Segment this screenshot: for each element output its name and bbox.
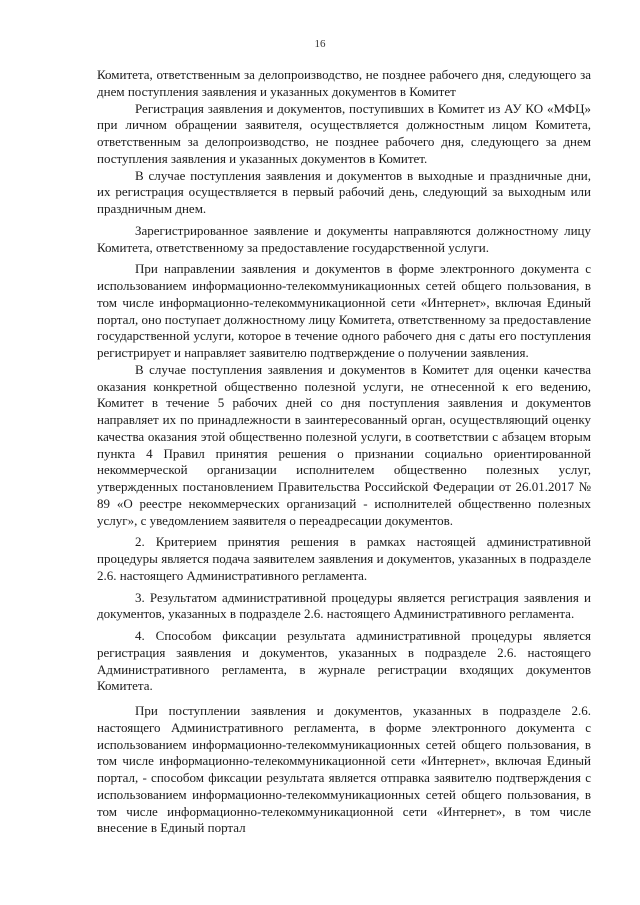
page-number: 16 — [314, 38, 326, 50]
paragraph-procedure-result: 3. Результатом административной процедуры является регистрация заявления и документов, указанных в подразделе 2.6. настоящего Административного регламента. — [97, 589, 591, 622]
document-body — [97, 67, 591, 837]
paragraph-result-fixation: 4. Способом фиксации результата административной процедуры является регистрация заявления и документов, указанных в подразделе 2.6. настоящего Административного регламента, в журнале регистрации входящих документов Комитета. — [97, 628, 591, 694]
paragraph-decision-criterion: 2. Критерием принятия решения в рамках настоящей административной процедуры является подача заявителем заявления и документов, указанных в подразделе 2.6. настоящего Административного регламента. — [97, 534, 591, 583]
paragraph-electronic-fixation: При поступлении заявления и документов, указанных в подразделе 2.6. настоящего Административного регламента, в форме электронного документа с использованием информационно-телекоммуникационных сетей общего пользования, в том числе информационно-телекоммуникационной сети «Интернет», включая Единый портал, - способом фиксации результата является отправка заявителю подтверждения с использованием информационно-телекоммуникационных сетей общего пользования, в том числе информационно-телекоммуникационной сети «Интернет», в том числе внесение в Единый портал — [97, 703, 591, 836]
paragraph-mfc-registration: Регистрация заявления и документов, поступивших в Комитет из АУ КО «МФЦ» при личном обращении заявителя, осуществляется должностным лицом Комитета, ответственным за делопроизводство, не позднее рабочего дня, следующего за днем поступления заявления и указанных документов в Комитет. — [97, 100, 591, 166]
paragraph-electronic-submission: При направлении заявления и документов в форме электронного документа с использованием информационно-телекоммуникационных сетей общего пользования, в том числе информационно-телекоммуникационной сети «Интернет», включая Единый портал, оно поступает должностному лицу Комитета, ответственному за предоставление государственной услуги, которое в течение одного рабочего дня с даты его поступления регистрирует и направляет заявителю подтверждение о получении заявления. — [97, 261, 591, 360]
paragraph-continuation: Комитета, ответственным за делопроизводство, не позднее рабочего дня, следующего за днем поступления заявления и указанных документов в Комитет — [97, 67, 591, 99]
paragraph-holiday-registration: В случае поступления заявления и документов в выходные и праздничные дни, их регистрация осуществляется в первый рабочий день, следующий за выходным или праздничным днем. — [97, 167, 591, 216]
paragraph-redirection: В случае поступления заявления и документов в Комитет для оценки качества оказания конкретной общественно полезной услуги, не отнесенной к его ведению, Комитет в течение 5 рабочих дней со дня поступления заявления и документов направляет их по принадлежности в заинтересованный орган, осуществляющий оценку качества оказания этой общественно полезной услуги, в соответствии с абзацем вторым пункта 4 Правил принятия решения о признании социально ориентированной некоммерческой организации исполнителем общественно полезных услуг, утвержденных постановлением Правительства Российской Федерации от 26.01.2017 № 89 «О реестре некоммерческих организаций - исполнителей общественно полезных услуг», с уведомлением заявителя о переадресации документов. — [97, 361, 591, 528]
paragraph-registered-forwarding: Зарегистрированное заявление и документы направляются должностному лицу Комитета, ответственному за предоставление государственной услуги. — [97, 222, 591, 255]
